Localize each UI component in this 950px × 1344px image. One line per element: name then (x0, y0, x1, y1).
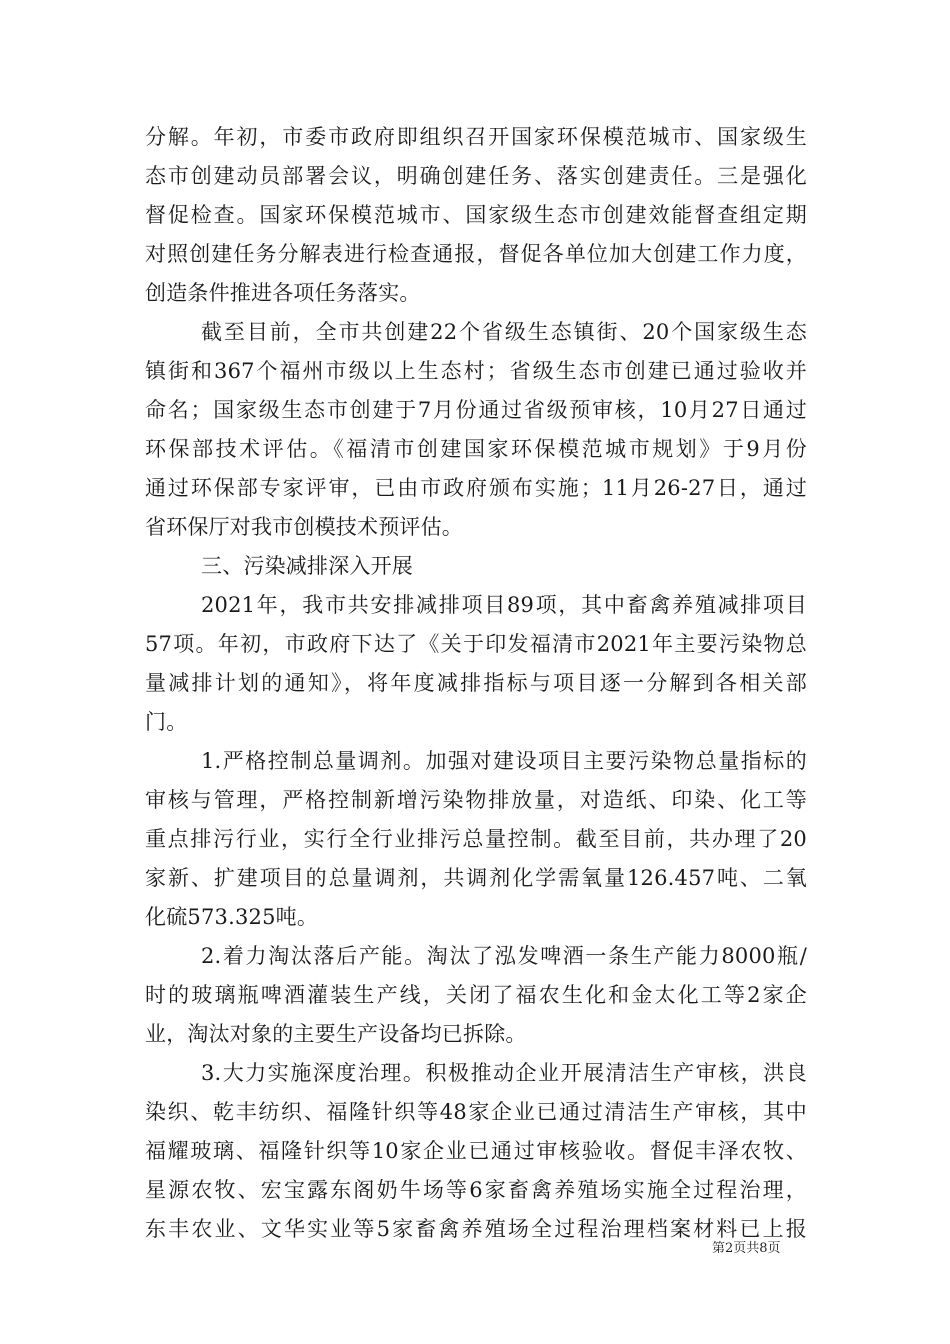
section-heading: 三、污染减排深入开展 (201, 554, 413, 578)
paragraph-line: 命名；国家级生态市创建于7月份通过省级预审核，10月27日通过 (145, 398, 807, 422)
paragraph-line: 2.着力淘汰落后产能。淘汰了泓发啤酒一条生产能力8000瓶/ (201, 944, 807, 968)
paragraph-line: 福耀玻璃、福隆针织等10家企业已通过审核验收。督促丰泽农牧、 (145, 1139, 807, 1163)
paragraph-line: 家新、扩建项目的总量调剂，共调剂化学需氧量126.457吨、二氧 (145, 866, 807, 890)
document-body (145, 118, 807, 1249)
paragraph-line: 通过环保部专家评审，已由市政府颁布实施；11月26-27日，通过 (145, 476, 807, 500)
paragraph-line: 创造条件推进各项任务落实。 (145, 281, 421, 305)
paragraph-line: 镇街和367个福州市级以上生态村；省级生态市创建已通过验收并 (145, 359, 807, 383)
paragraph-line: 业，淘汰对象的主要生产设备均已拆除。 (145, 1022, 527, 1046)
paragraph-line: 东丰农业、文华实业等5家畜禽养殖场全过程治理档案材料已上报 (145, 1217, 807, 1241)
paragraph-line: 审核与管理，严格控制新增污染物排放量，对造纸、印染、化工等 (145, 788, 807, 812)
paragraph-line: 重点排污行业，实行全行业排污总量控制。截至目前，共办理了20 (145, 827, 807, 851)
page-number: 第2页共8页 (712, 1241, 781, 1256)
paragraph-line: 量减排计划的通知》，将年度减排指标与项目逐一分解到各相关部 (145, 671, 807, 695)
paragraph-line: 环保部技术评估。《福清市创建国家环保模范城市规划》于9月份 (145, 437, 807, 461)
paragraph-line: 时的玻璃瓶啤酒灌装生产线，关闭了福农生化和金太化工等2家企 (145, 983, 807, 1007)
paragraph-line: 省环保厅对我市创模技术预评估。 (145, 515, 463, 539)
paragraph-line: 分解。年初，市委市政府即组织召开国家环保模范城市、国家级生 (145, 125, 807, 149)
paragraph-line: 3.大力实施深度治理。积极推动企业开展清洁生产审核，洪良 (201, 1061, 807, 1085)
paragraph-line: 督促检查。国家环保模范城市、国家级生态市创建效能督查组定期 (145, 203, 807, 227)
paragraph-line: 57项。年初，市政府下达了《关于印发福清市2021年主要污染物总 (145, 632, 807, 656)
paragraph-line: 染织、乾丰纺织、福隆针织等48家企业已通过清洁生产审核，其中 (145, 1100, 807, 1124)
paragraph-line: 化硫573.325吨。 (145, 905, 319, 929)
paragraph-line: 截至目前，全市共创建22个省级生态镇街、20个国家级生态 (201, 320, 807, 344)
paragraph-line: 1.严格控制总量调剂。加强对建设项目主要污染物总量指标的 (201, 749, 807, 773)
paragraph-line: 星源农牧、宏宝露东阁奶牛场等6家畜禽养殖场实施全过程治理， (145, 1178, 807, 1202)
paragraph-line: 态市创建动员部署会议，明确创建任务、落实创建责任。三是强化 (145, 164, 807, 188)
paragraph-line: 2021年，我市共安排减排项目89项，其中畜禽养殖减排项目 (201, 593, 807, 617)
paragraph-line: 门。 (145, 710, 188, 734)
paragraph-line: 对照创建任务分解表进行检查通报，督促各单位加大创建工作力度， (145, 242, 807, 266)
